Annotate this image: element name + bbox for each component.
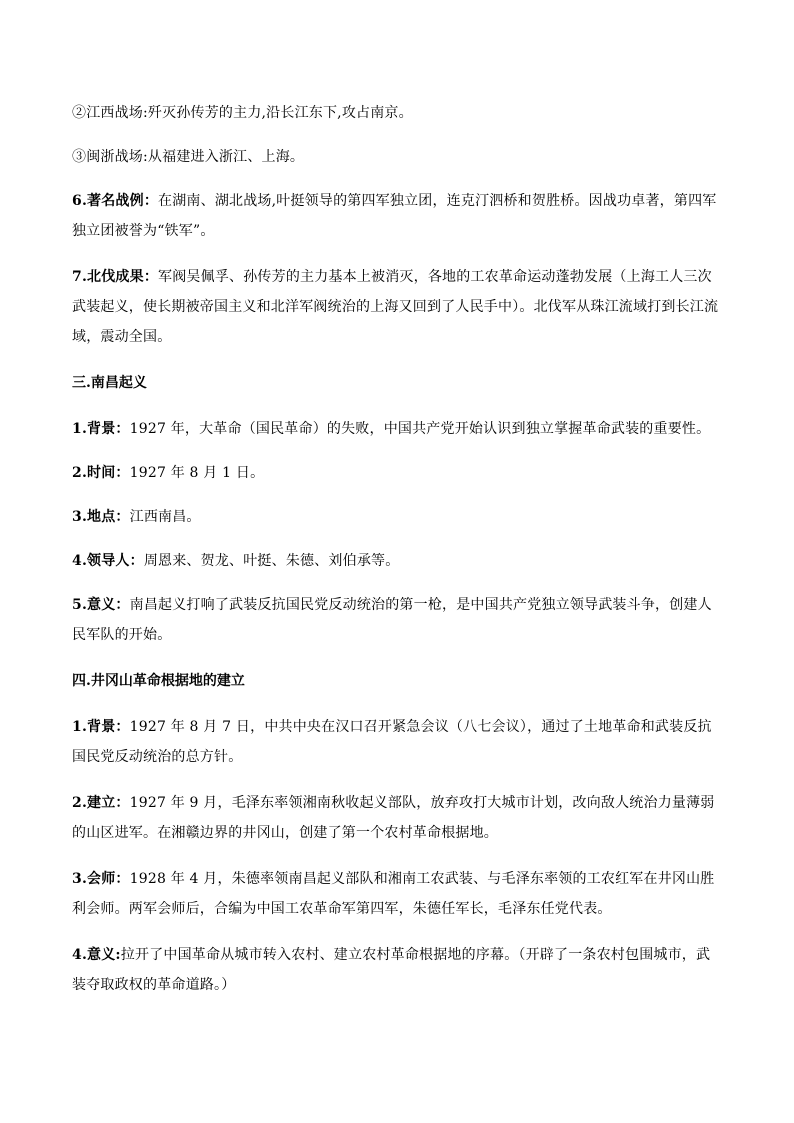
item-minzhe-front [72, 142, 722, 172]
item-text: 周恩来、贺龙、叶挺、朱德、刘伯承等。 [143, 553, 400, 569]
nanchang-leaders [72, 546, 722, 576]
item-text: 拉开了中国革命从城市转入农村、建立农村革命根据地的序幕。（开辟了一条农村包围城市，武装夺取政权的革命道路。） [72, 947, 711, 993]
item-label: 6.著名战例： [72, 193, 159, 209]
item-text: 江西南昌。 [129, 509, 201, 525]
nanchang-place [72, 502, 722, 532]
item-text: 南昌起义打响了武装反抗国民党反动统治的第一枪，是中国共产党独立领导武装斗争，创建人民军队的开始。 [72, 597, 712, 643]
item-label: 3.地点： [72, 509, 130, 525]
item-label: 1.背景： [72, 421, 130, 437]
item-jiangxi-front [72, 98, 722, 128]
document-content [72, 98, 722, 1016]
jinggangshan-significance [72, 940, 722, 1000]
item-text: 1927 年 8 月 7 日，中共中央在汉口召开紧急会议（八七会议），通过了土地革命和武装反抗国民党反动统治的总方针。 [72, 719, 712, 765]
item-label: 2.建立： [72, 795, 130, 811]
item-label: 4.意义: [72, 947, 121, 963]
jinggangshan-rendezvous [72, 864, 722, 924]
item-text: 军阀吴佩孚、孙传芳的主力基本上被消灭，各地的工农革命运动蓬勃发展（上海工人三次武装起义，使长期被帝国主义和北洋军阀统治的上海又回到了人民手中）。北伐军从珠江流域打到长江流域，震动全国。 [72, 269, 719, 345]
item-famous-battle [72, 186, 722, 246]
nanchang-background [72, 414, 722, 444]
item-text: 在湖南、湖北战场,叶挺领导的第四军独立团，连克汀泗桥和贺胜桥。因战功卓著，第四军独立团被誉为“铁军”。 [72, 193, 717, 239]
item-label: 1.背景： [72, 719, 130, 735]
item-text: 1927 年，大革命（国民革命）的失败，中国共产党开始认识到独立掌握革命武装的重要性。 [129, 421, 711, 437]
item-text: ③闽浙战场:从福建进入浙江、上海。 [72, 149, 305, 165]
item-label: 3.会师： [72, 871, 130, 887]
item-label: 7.北伐成果： [72, 269, 159, 285]
section-heading-jinggangshan: 四.井冈山革命根据地的建立 [72, 673, 245, 689]
nanchang-significance [72, 590, 722, 650]
item-label: 4.领导人： [72, 553, 144, 569]
item-northern-expedition-result [72, 262, 722, 352]
item-text: ②江西战场:歼灭孙传芳的主力,沿长江东下,攻占南京。 [72, 105, 413, 121]
item-text: 1927 年 9 月，毛泽东率领湘南秋收起义部队，放弃攻打大城市计划，改向敌人统治力量薄弱的山区进军。在湘赣边界的井冈山，创建了第一个农村革命根据地。 [72, 795, 715, 841]
item-label: 5.意义： [72, 597, 130, 613]
item-text: 1927 年 8 月 1 日。 [129, 465, 265, 481]
section-heading-nanchang: 三.南昌起义 [72, 375, 147, 391]
item-text: 1928 年 4 月，朱德率领南昌起义部队和湘南工农武装、与毛泽东率领的工农红军在井冈山胜利会师。两军会师后，合编为中国工农革命军第四军，朱德任军长，毛泽东任党代表。 [72, 871, 715, 917]
jinggangshan-establishment [72, 788, 722, 848]
nanchang-time [72, 458, 722, 488]
jinggangshan-background [72, 712, 722, 772]
item-label: 2.时间： [72, 465, 130, 481]
